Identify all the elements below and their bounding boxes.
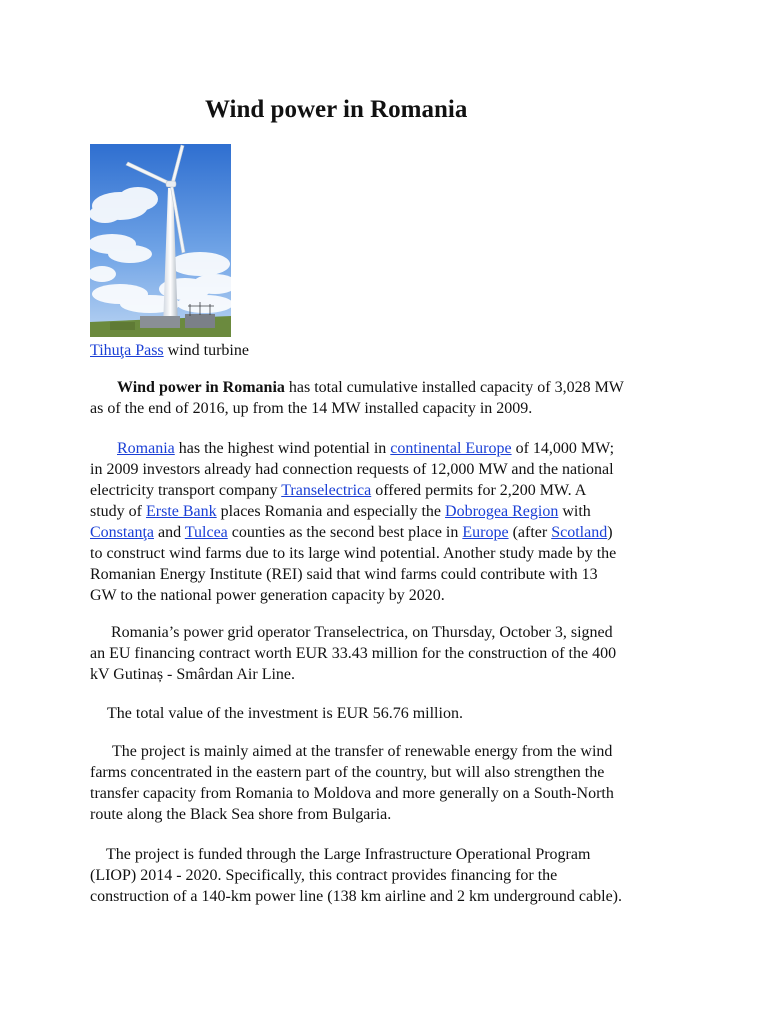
text-line: Wind power in Romania has total cumulative installed capacity of 3,028 MW (117, 379, 624, 396)
text-line: kV Gutinaș - Smârdan Air Line. (90, 666, 296, 683)
text-line: GW to the national power generation capacity by 2020. (90, 587, 445, 604)
paragraph-investment (90, 703, 690, 724)
paragraph-intro (90, 377, 690, 419)
text-line: study of Erste Bank places Romania and especially the Dobrogea Region with (90, 503, 591, 520)
text-line: The project is mainly aimed at the transfer of renewable energy from the wind (112, 743, 613, 760)
link-scotland[interactable]: Scotland (551, 524, 608, 541)
text-line: construction of a 140-km power line (138 km airline and 2 km underground cable). (90, 888, 623, 905)
text-line: in 2009 investors already had connection requests of 12,000 MW and the national (90, 461, 614, 478)
text-line: transfer capacity from Romania to Moldova and more generally on a South-North (90, 785, 614, 802)
link-continental-europe[interactable]: continental Europe (390, 440, 512, 457)
link-transelectrica[interactable]: Transelectrica (281, 482, 372, 499)
text-line: to construct wind farms due to its large wind potential. Another study made by the (90, 545, 617, 562)
text-line: The project is funded through the Large Infrastructure Operational Program (106, 846, 591, 863)
text-line: The total value of the investment is EUR 56.76 million. (107, 705, 463, 722)
page-title: Wind power in Romania (205, 96, 468, 123)
text-line: Romania has the highest wind potential in continental Europe of 14,000 MW; (117, 440, 615, 457)
paragraph-contract (90, 622, 690, 685)
link-constanta[interactable]: Constanţa (90, 524, 154, 541)
wind-turbine-photo (90, 144, 231, 337)
paragraph-project-aim (90, 741, 690, 825)
text-line: as of the end of 2016, up from the 14 MW installed capacity in 2009. (90, 400, 533, 417)
text-line: Romania’s power grid operator Transelectrica, on Thursday, October 3, signed (111, 624, 613, 641)
caption-text: wind turbine (163, 342, 249, 359)
text-line: an EU financing contract worth EUR 33.43 million for the construction of the 400 (90, 645, 617, 662)
link-tihuta-pass[interactable]: Tihuţa Pass (90, 342, 164, 359)
photo-caption (90, 340, 249, 361)
text-line: (LIOP) 2014 - 2020. Specifically, this contract provides financing for the (90, 867, 558, 884)
link-erste-bank[interactable]: Erste Bank (146, 503, 217, 520)
paragraph-funding (90, 844, 690, 907)
link-dobrogea-region[interactable]: Dobrogea Region (445, 503, 559, 520)
text-line: Constanţa and Tulcea counties as the second best place in Europe (after Scotland) (90, 524, 613, 541)
text-line: farms concentrated in the eastern part of the country, but will also strengthen the (90, 764, 605, 781)
link-europe[interactable]: Europe (462, 524, 509, 541)
link-romania[interactable]: Romania (117, 440, 175, 457)
bold-term: Wind power in Romania (117, 379, 285, 396)
text-line: electricity transport company Transelectrica offered permits for 2,200 MW. A (90, 482, 587, 499)
paragraph-potential (90, 438, 690, 606)
text-line: route along the Black Sea shore from Bulgaria. (90, 806, 392, 823)
text-line: Romanian Energy Institute (REI) said that wind farms could contribute with 13 (90, 566, 598, 583)
link-tulcea[interactable]: Tulcea (184, 524, 228, 541)
